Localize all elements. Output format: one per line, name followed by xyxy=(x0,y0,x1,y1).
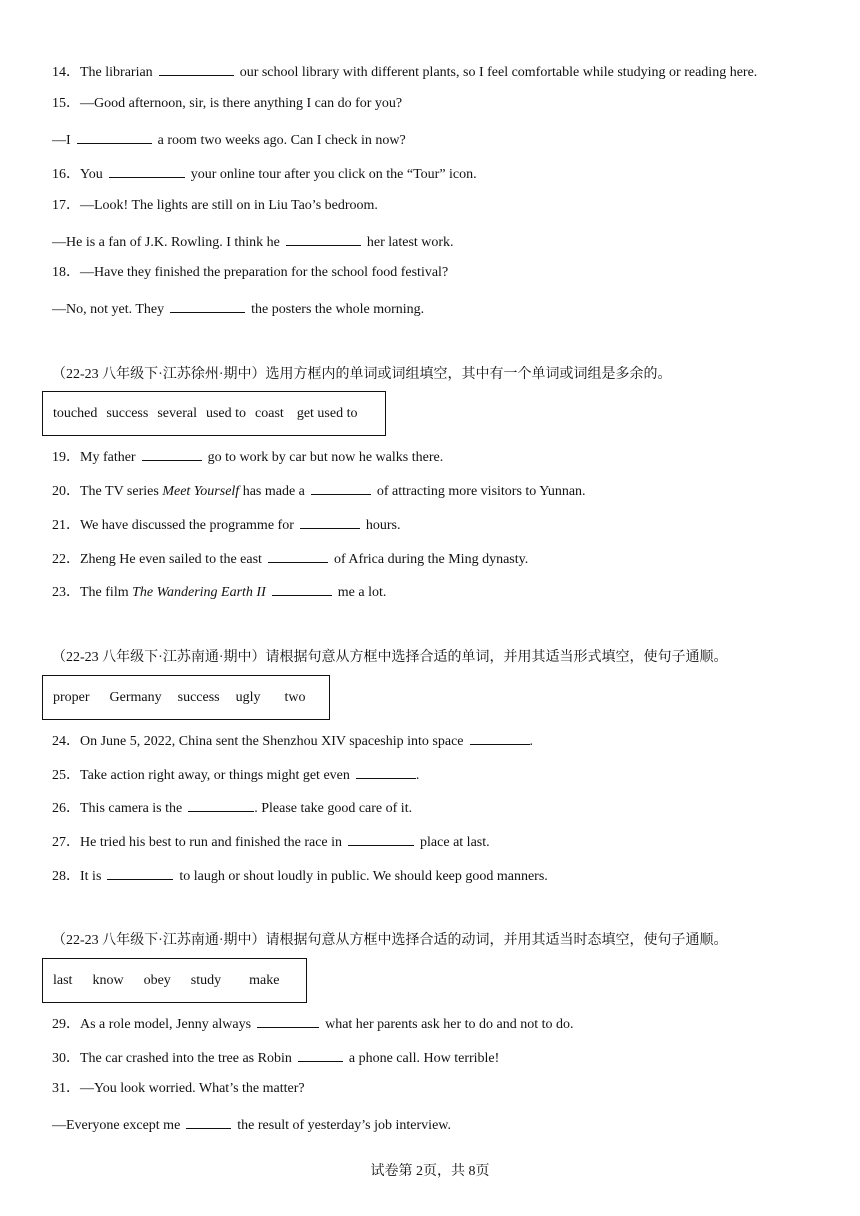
word-option: several xyxy=(157,405,197,421)
question-number: 14． xyxy=(52,65,80,80)
question-26 xyxy=(52,797,412,818)
text: place at last. xyxy=(420,835,490,850)
text: your online tour after you click on the “Tour” icon. xyxy=(190,167,477,182)
question-number: 30． xyxy=(52,1051,80,1066)
text: the result of yesterday’s job interview. xyxy=(237,1118,451,1133)
word-option: ugly xyxy=(235,689,261,705)
text: the posters the whole morning. xyxy=(251,302,425,317)
question-number: 31． xyxy=(52,1081,80,1096)
answer-blank[interactable] xyxy=(298,1047,343,1062)
text: what her parents ask her to do and not to do. xyxy=(325,1017,574,1032)
answer-blank[interactable] xyxy=(268,548,328,563)
answer-blank[interactable] xyxy=(348,831,414,846)
word-box xyxy=(42,958,307,1003)
text: has made a xyxy=(242,484,305,499)
word-option: Germany xyxy=(109,689,162,705)
text: —Everyone except me xyxy=(52,1118,181,1133)
answer-blank[interactable] xyxy=(257,1013,319,1028)
text: —Good afternoon, sir, is there anything I can do for you? xyxy=(80,96,403,111)
answer-blank[interactable] xyxy=(142,446,202,461)
question-20 xyxy=(52,480,586,501)
word-option: success xyxy=(106,405,149,421)
word-option: know xyxy=(92,972,124,988)
question-30 xyxy=(52,1047,499,1068)
question-17-answer-line xyxy=(52,231,454,252)
text: our school library with different plants, so I feel comfortable while studying or reading here. xyxy=(239,65,758,80)
question-18 xyxy=(52,264,448,282)
text: of attracting more visitors to Yunnan. xyxy=(376,484,586,499)
word-option: used to xyxy=(205,405,247,421)
text: —He is a fan of J.K. Rowling. I think he xyxy=(52,235,280,250)
question-19 xyxy=(52,446,443,467)
section-heading: （22-23 八年级下·江苏南通·期中）请根据句意从方框中选择合适的动词，并用其适当时态填空，使句子通顺。 xyxy=(52,933,728,948)
answer-blank[interactable] xyxy=(109,163,185,178)
text: me a lot. xyxy=(337,585,387,600)
word-option: proper xyxy=(53,689,90,705)
text: . Please take good care of it. xyxy=(254,801,413,816)
text: of Africa during the Ming dynasty. xyxy=(333,552,529,567)
question-number: 18． xyxy=(52,265,80,280)
text: We have discussed the programme for xyxy=(80,518,294,533)
question-number: 27． xyxy=(52,835,80,850)
word-option: last xyxy=(53,972,73,988)
word-option: make xyxy=(249,972,280,988)
question-number: 26． xyxy=(52,801,80,816)
text: . xyxy=(529,734,534,749)
text: It is xyxy=(80,869,102,884)
question-29 xyxy=(52,1013,574,1034)
answer-blank[interactable] xyxy=(311,480,371,495)
question-number: 29． xyxy=(52,1017,80,1032)
text: My father xyxy=(80,450,136,465)
italic-title: Meet Yourself xyxy=(162,484,240,499)
question-27 xyxy=(52,831,490,852)
word-option: study xyxy=(190,972,222,988)
text: You xyxy=(80,167,103,182)
question-24 xyxy=(52,730,533,751)
text: —Look! The lights are still on in Liu Tao’s bedroom. xyxy=(80,198,378,213)
text: The librarian xyxy=(80,65,153,80)
question-number: 15． xyxy=(52,96,80,111)
answer-blank[interactable] xyxy=(272,581,332,596)
question-number: 25． xyxy=(52,768,80,783)
text: —No, not yet. They xyxy=(52,302,165,317)
question-number: 22． xyxy=(52,552,80,567)
text: Zheng He even sailed to the east xyxy=(80,552,262,567)
question-23 xyxy=(52,581,386,602)
text: The film xyxy=(80,585,129,600)
text: He tried his best to run and finished the race in xyxy=(80,835,343,850)
text: Take action right away, or things might get even xyxy=(80,768,350,783)
text: As a role model, Jenny always xyxy=(80,1017,252,1032)
answer-blank[interactable] xyxy=(300,514,360,529)
question-15-answer-line xyxy=(52,129,406,150)
text: This camera is the xyxy=(80,801,183,816)
text: —You look worried. What’s the matter? xyxy=(80,1081,305,1096)
word-option: touched xyxy=(53,405,98,421)
question-14 xyxy=(52,61,757,82)
text: —I xyxy=(52,133,71,148)
text: —Have they finished the preparation for the school food festival? xyxy=(80,265,449,280)
word-option: get used to xyxy=(296,405,358,421)
text: to laugh or shout loudly in public. We should keep good manners. xyxy=(179,869,548,884)
word-option: two xyxy=(284,689,306,705)
question-number: 16． xyxy=(52,167,80,182)
answer-blank[interactable] xyxy=(188,797,254,812)
answer-blank[interactable] xyxy=(159,61,234,76)
page-footer: 试卷第 2页，共 8页 xyxy=(370,1164,490,1179)
text: a phone call. How terrible! xyxy=(348,1051,500,1066)
question-31 xyxy=(52,1080,305,1098)
word-option: obey xyxy=(143,972,171,988)
question-number: 19． xyxy=(52,450,80,465)
question-16 xyxy=(52,163,477,184)
text: her latest work. xyxy=(366,235,454,250)
answer-blank[interactable] xyxy=(286,231,361,246)
question-15 xyxy=(52,95,402,113)
question-18-answer-line xyxy=(52,298,424,319)
italic-title: The Wandering Earth II xyxy=(132,585,266,600)
text: The car crashed into the tree as Robin xyxy=(80,1051,292,1066)
question-number: 23． xyxy=(52,585,80,600)
answer-blank[interactable] xyxy=(356,764,416,779)
section-heading: （22-23 八年级下·江苏徐州·期中）选用方框内的单词或词组填空，其中有一个单词或词组是多余的。 xyxy=(52,367,672,382)
question-21 xyxy=(52,514,400,535)
question-number: 20． xyxy=(52,484,80,499)
text: The TV series xyxy=(80,484,159,499)
text: hours. xyxy=(365,518,401,533)
answer-blank[interactable] xyxy=(77,129,152,144)
word-box xyxy=(42,675,330,720)
answer-blank[interactable] xyxy=(107,865,173,880)
question-22 xyxy=(52,548,528,569)
section-heading: （22-23 八年级下·江苏南通·期中）请根据句意从方框中选择合适的单词，并用其适当形式填空，使句子通顺。 xyxy=(52,650,728,665)
question-31-answer-line xyxy=(52,1114,451,1135)
answer-blank[interactable] xyxy=(186,1114,231,1129)
question-17 xyxy=(52,197,378,215)
text: On June 5, 2022, China sent the Shenzhou XIV spaceship into space xyxy=(80,734,464,749)
question-number: 17． xyxy=(52,198,80,213)
word-option: success xyxy=(177,689,220,705)
question-28 xyxy=(52,865,548,886)
word-option: coast xyxy=(255,405,284,421)
text: a room two weeks ago. Can I check in now? xyxy=(157,133,406,148)
answer-blank[interactable] xyxy=(170,298,245,313)
text: . xyxy=(415,768,420,783)
question-number: 21． xyxy=(52,518,80,533)
question-number: 28． xyxy=(52,869,80,884)
word-box xyxy=(42,391,386,436)
question-number: 24． xyxy=(52,734,80,749)
text: go to work by car but now he walks there. xyxy=(207,450,444,465)
question-25 xyxy=(52,764,419,785)
answer-blank[interactable] xyxy=(470,730,530,745)
